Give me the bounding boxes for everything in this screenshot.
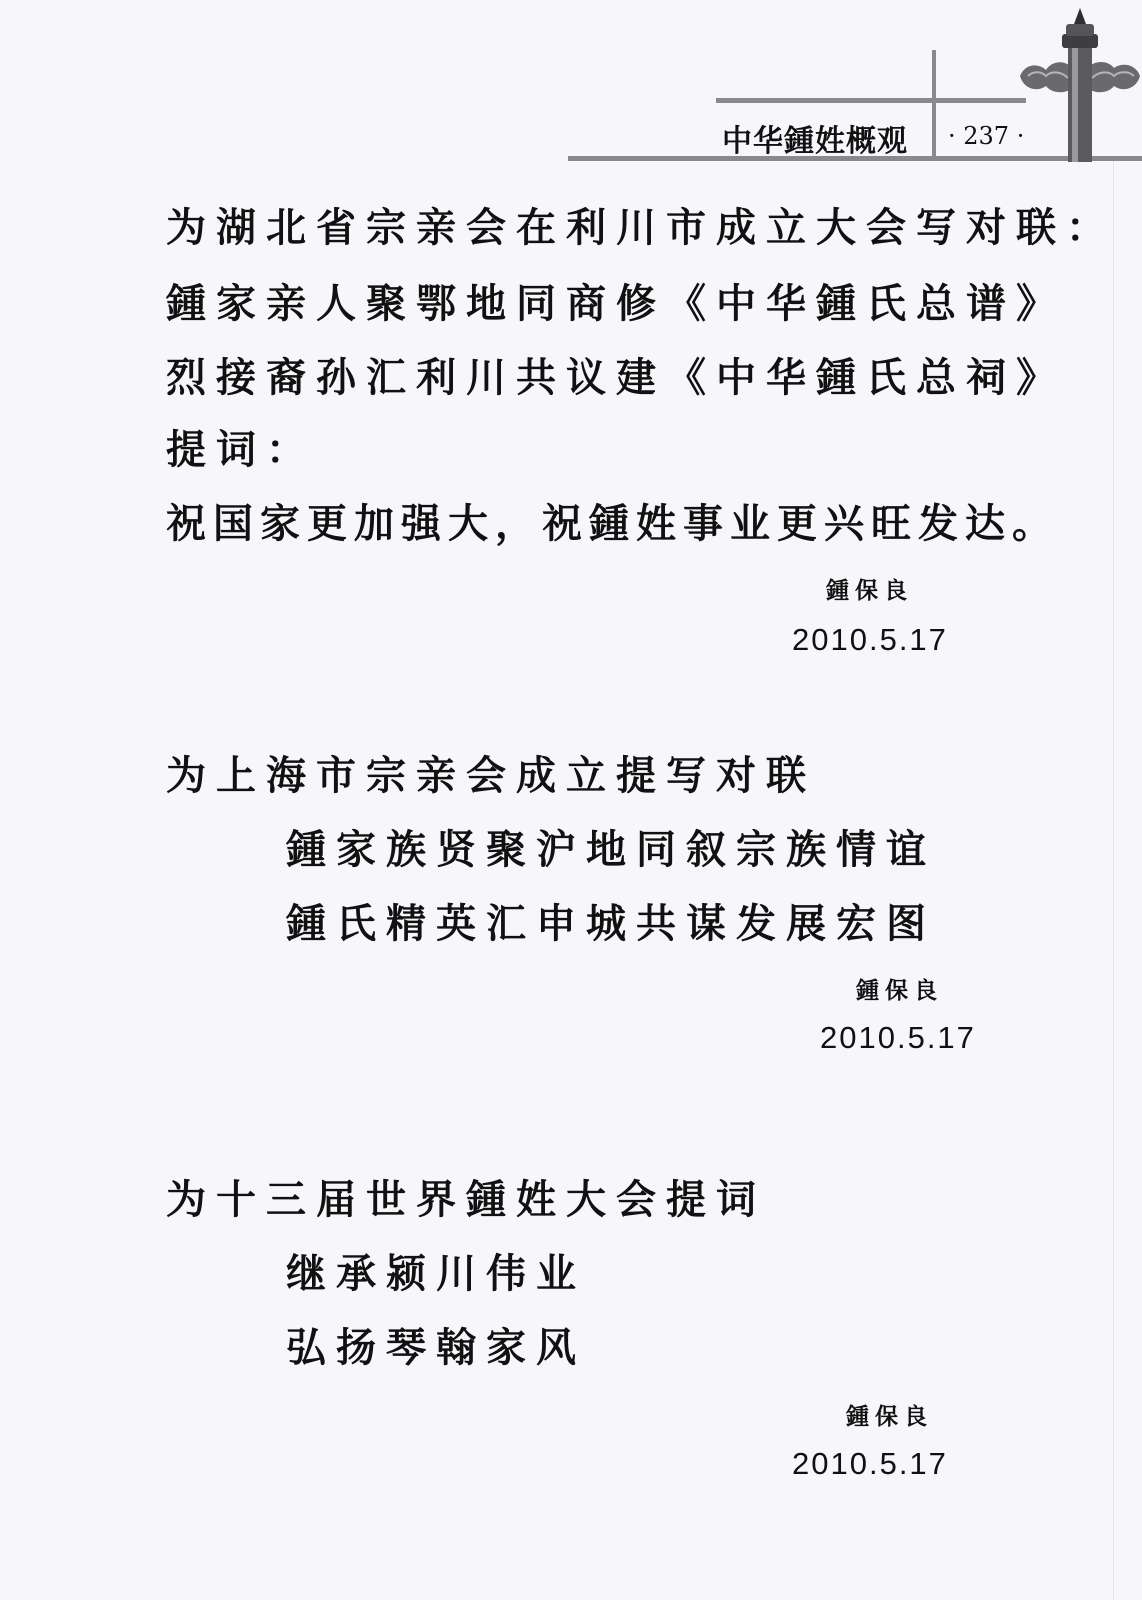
section3-line-1: 继承颍川伟业 [286, 1250, 586, 1297]
section1-line-3: 烈接裔孙汇利川共议建《中华鍾氏总祠》 [166, 354, 1066, 401]
section1-line-1: 为湖北省宗亲会在利川市成立大会写对联： [166, 204, 1116, 251]
header-title: 中华鍾姓概观 [722, 124, 908, 159]
section3-signature: 鍾保良 [846, 1403, 933, 1430]
section2-title: 为上海市宗亲会成立提写对联 [166, 752, 816, 799]
section3-title: 为十三届世界鍾姓大会提词 [166, 1176, 766, 1223]
section2-line-1: 鍾家族贤聚沪地同叙宗族情谊 [286, 826, 936, 873]
section3-date: 2010.5.17 [792, 1446, 948, 1481]
section1-line-4: 提词： [166, 426, 316, 473]
section1-line-5: 祝国家更加强大，祝鍾姓事业更兴旺发达。 [166, 500, 1059, 547]
header-rule-vertical [932, 50, 936, 160]
section2-date: 2010.5.17 [820, 1020, 976, 1055]
page-edge [1113, 160, 1114, 1600]
section1-line-2: 鍾家亲人聚鄂地同商修《中华鍾氏总谱》 [166, 280, 1066, 327]
section3-line-2: 弘扬琴翰家风 [286, 1324, 586, 1371]
section2-line-2: 鍾氏精英汇申城共谋发展宏图 [286, 900, 936, 947]
huabiao-pillar-icon [1018, 6, 1142, 162]
section2-signature: 鍾保良 [856, 977, 943, 1004]
page-number: · 237 · [948, 122, 1025, 150]
section1-signature: 鍾保良 [826, 577, 913, 604]
section1-date: 2010.5.17 [792, 622, 948, 657]
header-rule-top [716, 98, 1026, 103]
